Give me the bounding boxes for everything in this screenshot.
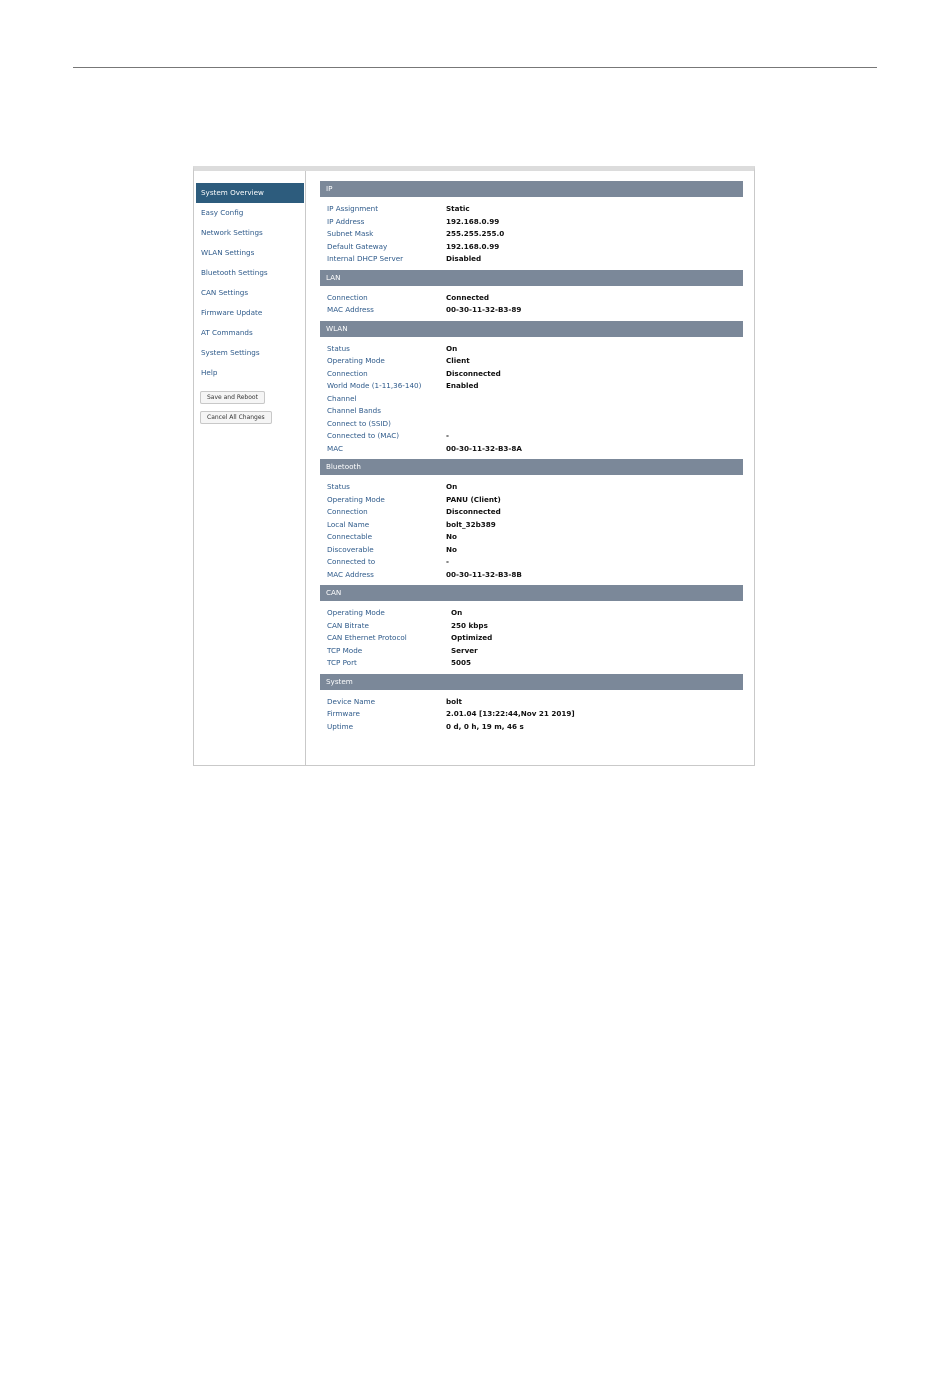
row-label: Operating Mode	[327, 608, 385, 617]
row-value: 192.168.0.99	[446, 216, 500, 226]
row-label: World Mode (1-11,36-140)	[327, 381, 422, 390]
info-row	[327, 228, 743, 241]
row-value: PANU (Client)	[446, 494, 501, 504]
row-value: Static	[446, 204, 470, 213]
row-label: IP Assignment	[327, 204, 379, 213]
row-label: Operating Mode	[327, 356, 385, 365]
row-value: bolt_32b389	[446, 519, 496, 529]
row-label: Channel Bands	[327, 406, 381, 415]
info-row	[327, 632, 743, 645]
row-label: Uptime	[327, 721, 354, 731]
row-value: No	[446, 532, 457, 541]
row-value: Enabled	[446, 381, 479, 390]
section-header-can: CAN	[320, 585, 743, 601]
row-label: Connection	[327, 292, 368, 302]
row-value: On	[446, 482, 458, 491]
row-value: -	[446, 431, 449, 440]
info-row	[327, 494, 743, 507]
row-value: Disconnected	[446, 507, 501, 516]
row-label: Subnet Mask	[327, 229, 374, 238]
sidebar-item-help[interactable]: Help	[201, 368, 218, 377]
row-value: 192.168.0.99	[446, 241, 500, 251]
row-label: Channel	[327, 393, 357, 403]
row-label: MAC	[327, 443, 344, 453]
section-header-lan: LAN	[320, 270, 743, 286]
info-row	[327, 506, 743, 519]
row-value: Disconnected	[446, 368, 501, 378]
info-row	[327, 304, 743, 317]
row-label: Connection	[327, 507, 368, 516]
info-row	[327, 544, 743, 557]
row-label: MAC Address	[327, 569, 374, 579]
sidebar-item-firmware-update[interactable]: Firmware Update	[201, 308, 263, 317]
row-label: Connected to (MAC)	[327, 431, 400, 440]
row-value: On	[451, 608, 463, 617]
info-row	[327, 393, 743, 406]
page-top-rule	[73, 67, 877, 68]
row-value: No	[446, 544, 457, 554]
info-row	[327, 253, 743, 266]
row-value: On	[446, 343, 458, 353]
row-label: Connection	[327, 368, 368, 378]
row-label: IP Address	[327, 216, 365, 226]
section-can	[320, 585, 743, 674]
section-header-wlan: WLAN	[320, 321, 743, 337]
sidebar-item-can-settings[interactable]: CAN Settings	[201, 288, 249, 297]
info-row	[327, 531, 743, 544]
row-value: 250 kbps	[451, 620, 488, 630]
info-row	[327, 405, 743, 418]
row-label: Discoverable	[327, 544, 374, 554]
info-row	[327, 368, 743, 381]
row-value: Server	[451, 645, 478, 655]
info-row	[327, 443, 743, 456]
info-row	[327, 216, 743, 229]
info-row	[327, 721, 743, 734]
section-wlan	[320, 321, 743, 460]
info-row	[327, 696, 743, 709]
cancel-all-changes-button[interactable]: Cancel All Changes	[200, 411, 272, 424]
row-label: TCP Mode	[327, 645, 363, 655]
row-value: -	[446, 557, 449, 566]
section-header-ip: IP	[320, 181, 743, 197]
row-value: Connected	[446, 292, 490, 302]
row-label: Connect to (SSID)	[327, 418, 391, 428]
info-row	[327, 203, 743, 216]
row-value: 00-30-11-32-B3-8A	[446, 443, 522, 453]
save-and-reboot-button[interactable]: Save and Reboot	[200, 391, 265, 404]
sidebar-item-at-commands[interactable]: AT Commands	[201, 328, 253, 337]
info-row	[327, 519, 743, 532]
info-row	[327, 380, 743, 393]
row-label: Connectable	[327, 532, 373, 541]
row-value: 255.255.255.0	[446, 229, 505, 238]
sidebar-item-system-settings[interactable]: System Settings	[201, 348, 260, 357]
row-label: MAC Address	[327, 305, 374, 314]
row-label: Status	[327, 482, 350, 491]
section-ip	[320, 181, 743, 270]
row-label: Status	[327, 343, 350, 353]
row-label: Operating Mode	[327, 494, 385, 504]
info-row	[327, 355, 743, 368]
info-row	[327, 418, 743, 431]
row-value: Disabled	[446, 254, 482, 263]
info-row	[327, 430, 743, 443]
section-header-bluetooth: Bluetooth	[320, 459, 743, 475]
row-label: Connected to	[327, 557, 376, 566]
row-value: Optimized	[451, 633, 493, 642]
section-lan	[320, 270, 743, 321]
info-row	[327, 607, 743, 620]
row-label: Internal DHCP Server	[327, 254, 404, 263]
info-row	[327, 556, 743, 569]
row-value: 2.01.04 [13:22:44,Nov 21 2019]	[446, 709, 575, 718]
sidebar-nav	[194, 171, 306, 765]
info-row	[327, 645, 743, 658]
info-row	[327, 708, 743, 721]
sidebar-item-wlan-settings[interactable]: WLAN Settings	[201, 248, 255, 257]
row-value: bolt	[446, 696, 462, 706]
info-row	[327, 241, 743, 254]
row-value: Client	[446, 356, 470, 365]
row-label: Local Name	[327, 519, 370, 529]
row-label: Device Name	[327, 696, 376, 706]
section-system	[320, 674, 743, 738]
info-row	[327, 481, 743, 494]
info-row	[327, 292, 743, 305]
row-value: 00-30-11-32-B3-89	[446, 305, 522, 314]
info-row	[327, 569, 743, 582]
row-label: CAN Ethernet Protocol	[327, 633, 407, 642]
info-row	[327, 620, 743, 633]
row-label: Default Gateway	[327, 241, 388, 251]
row-value: 5005	[451, 658, 472, 667]
sidebar-item-network-settings[interactable]: Network Settings	[201, 228, 263, 237]
sidebar-item-easy-config[interactable]: Easy Config	[201, 208, 244, 217]
sidebar-item-system-overview[interactable]: System Overview	[196, 183, 304, 203]
row-value: 0 d, 0 h, 19 m, 46 s	[446, 721, 524, 731]
info-row	[327, 657, 743, 670]
row-label: TCP Port	[327, 658, 357, 667]
sidebar-item-bluetooth-settings[interactable]: Bluetooth Settings	[201, 268, 268, 277]
row-value: 00-30-11-32-B3-8B	[446, 569, 522, 579]
row-label: Firmware	[327, 709, 360, 718]
row-label: CAN Bitrate	[327, 620, 369, 630]
system-overview-panel	[320, 181, 743, 737]
info-row	[327, 343, 743, 356]
section-header-system: System	[320, 674, 743, 690]
web-config-window	[193, 166, 755, 766]
section-bluetooth	[320, 459, 743, 585]
